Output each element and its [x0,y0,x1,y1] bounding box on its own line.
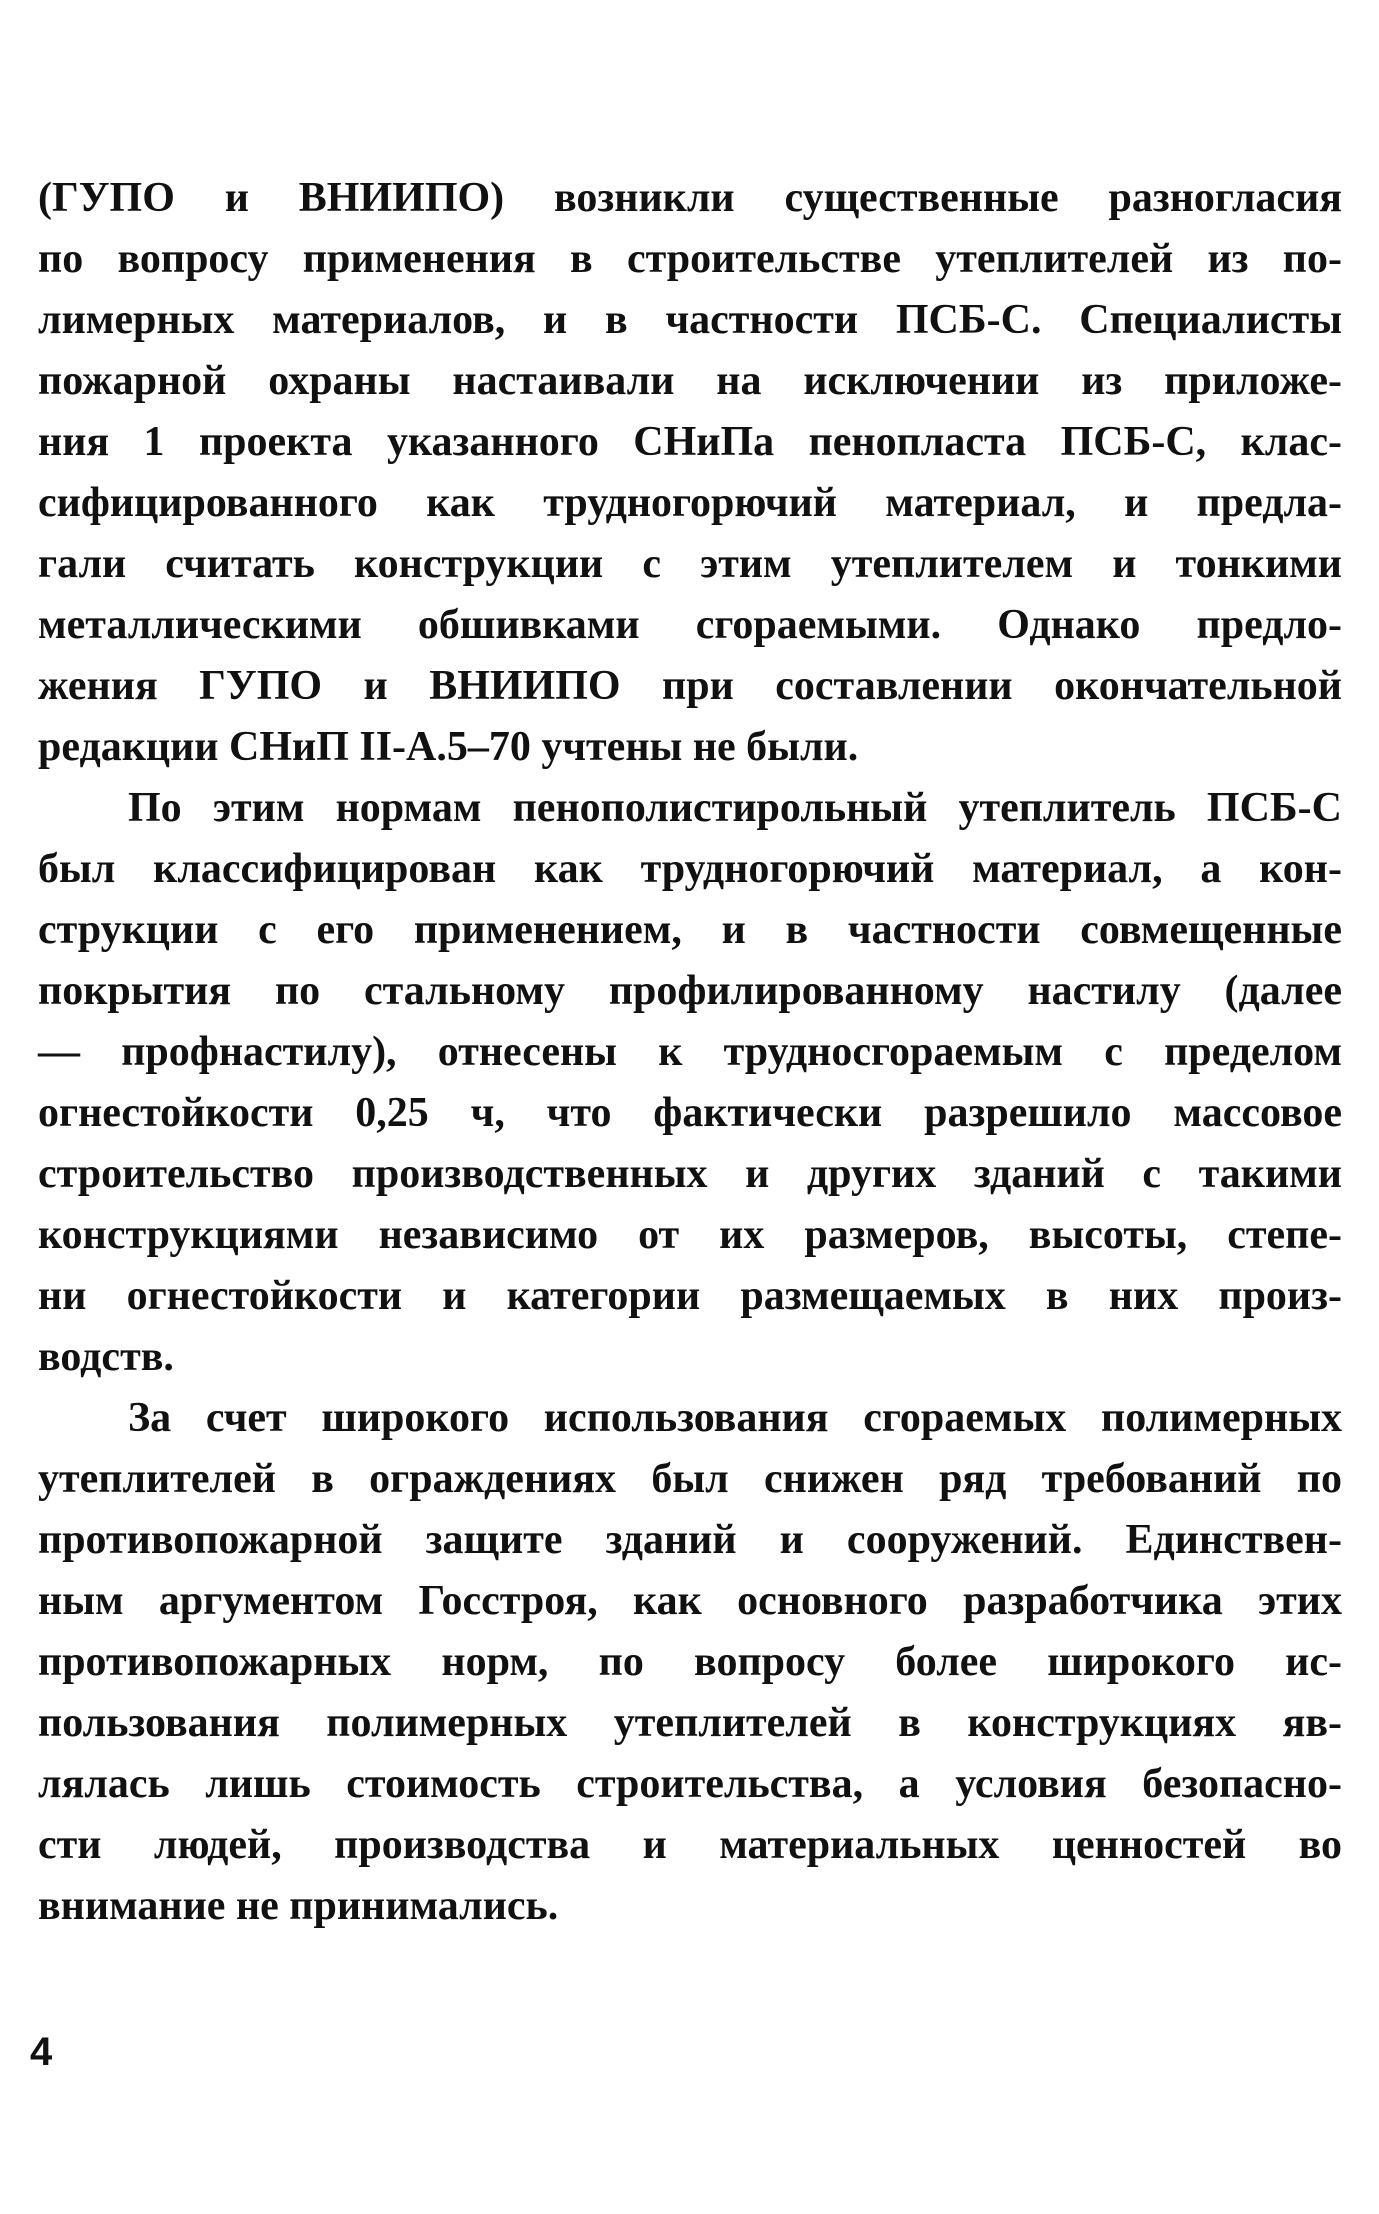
text-line: сти людей, производства и материальных ценностей во [38,1822,1342,1868]
text-line: лимерных материалов, и в частности ПСБ-С. Специалисты [38,297,1342,343]
text-line: ни огнестойкости и категории размещаемых в них произ- [38,1273,1342,1319]
text-line: был классифицирован как трудногорючий материал, а кон- [38,846,1342,892]
text-line: По этим нормам пенополистирольный утеплитель ПСБ-С [128,785,1342,831]
text-line: лялась лишь стоимость строительства, а условия безопасно- [38,1761,1342,1807]
paragraph-1 [38,168,1342,778]
text-line: внимание не принимались. [38,1883,559,1929]
text-line: водств. [38,1334,174,1380]
text-line: огнестойкости 0,25 ч, что фактически разрешило массовое [38,1090,1342,1136]
paragraph-3 [38,1388,1342,1937]
text-line: конструкциями независимо от их размеров, высоты, степе- [38,1212,1342,1258]
text-line: За счет широкого использования сгораемых полимерных [128,1395,1342,1441]
text-line: утеплителей в ограждениях был снижен ряд требований по [38,1456,1342,1502]
text-line: гали считать конструкции с этим утеплителем и тонкими [38,541,1342,587]
text-line: (ГУПО и ВНИИПО) возникли существенные разногласия [38,175,1342,221]
text-line: пожарной охраны настаивали на исключении из приложе- [38,358,1342,404]
text-line: жения ГУПО и ВНИИПО при составлении окончательной [38,663,1342,709]
text-line: строительство производственных и других зданий с такими [38,1151,1342,1197]
paragraph-2 [38,778,1342,1388]
text-line: ния 1 проекта указанного СНиПа пенопласта ПСБ-С, клас- [38,419,1342,465]
text-line: — профнастилу), отнесены к трудносгораемым с пределом [38,1029,1342,1075]
text-line: покрытия по стальному профилированному настилу (далее [38,968,1342,1014]
body-text [38,168,1342,1937]
text-line: ным аргументом Госстроя, как основного разработчика этих [38,1578,1342,1624]
text-line: противопожарных норм, по вопросу более широкого ис- [38,1639,1342,1685]
text-line: пользования полимерных утеплителей в конструкциях яв- [38,1700,1342,1746]
text-line: сифицированного как трудногорючий материал, и предла- [38,480,1342,526]
text-line: металлическими обшивками сгораемыми. Однако предло- [38,602,1342,648]
text-line: по вопросу применения в строительстве утеплителей из по- [38,236,1342,282]
text-line: редакции СНиП II-А.5–70 учтены не были. [38,724,859,770]
page-number: 4 [30,2030,53,2074]
text-line: струкции с его применением, и в частности совмещенные [38,907,1342,953]
text-line: противопожарной защите зданий и сооружений. Единствен- [38,1517,1342,1563]
